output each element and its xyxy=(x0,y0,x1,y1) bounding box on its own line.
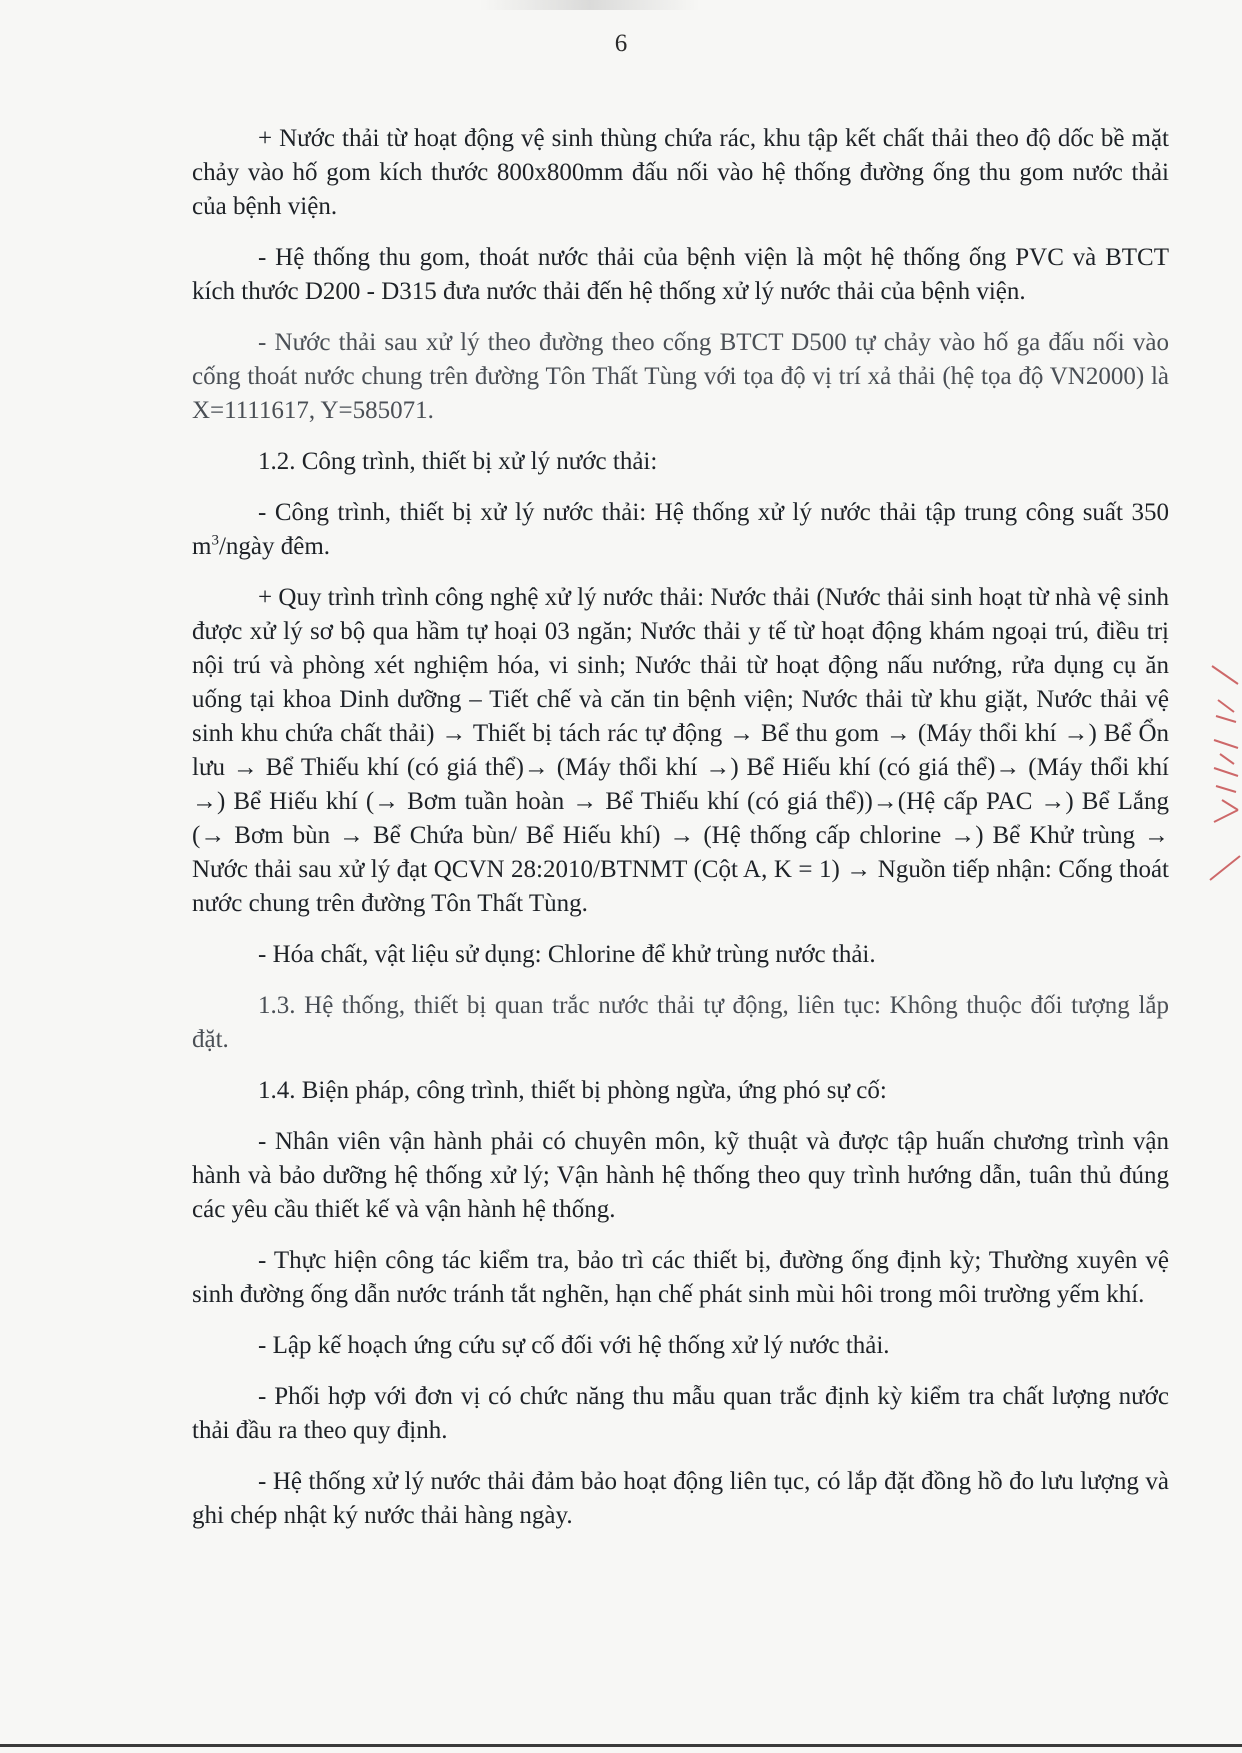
section-heading-1-3: 1.3. Hệ thống, thiết bị quan trắc nước thải tự động, liên tục: Không thuộc đối tượng lắp đặt. xyxy=(192,992,1169,1053)
paragraph-continuous-operation: - Hệ thống xử lý nước thải đảm bảo hoạt động liên tục, có lắp đặt đồng hồ đo lưu lượng và ghi chép nhật ký nước thải hàng ngày. xyxy=(192,1468,1169,1529)
capacity-text: - Công trình, thiết bị xử lý nước thải: Hệ thống xử lý nước thải tập trung công suất 350 m xyxy=(192,499,1169,560)
paragraph-discharge-point: - Nước thải sau xử lý theo đường theo cống BTCT D500 tự chảy vào hố ga đấu nối vào cống thoát nước chung trên đường Tôn Thất Tùng với tọa độ vị trí xả thải (hệ tọa độ VN2000) là X=1111617, Y=585071. xyxy=(192,329,1169,424)
paragraph-sampling-coordination: - Phối hợp với đơn vị có chức năng thu mẫu quan trắc định kỳ kiểm tra chất lượng nước thải đầu ra theo quy định. xyxy=(192,1383,1169,1444)
scan-artifact-top xyxy=(480,0,700,10)
paragraph-process-flow: + Quy trình trình công nghệ xử lý nước thải: Nước thải (Nước thải sinh hoạt từ nhà vệ sinh được xử lý sơ bộ qua hầm tự hoại 03 ngăn; Nước thải y tế từ hoạt động khám ngoại trú, điều trị nội trú và phòng xét nghiệm hóa, vi sinh; Nước thải từ hoạt động nấu nướng, rửa dụng cụ ăn uống tại khoa Dinh dưỡng – Tiết chế và căn tin bệnh viện; Nước thải từ khu giặt, Nước thải vệ sinh khu chứa chất thải) → Thiết bị tách rác tự động → Bể thu gom → (Máy thổi khí →) Bể Ổn lưu → Bể Thiếu khí (có giá thể)→ (Máy thổi khí →) Bể Hiếu khí (có giá thể)→ (Máy thổi khí →) Bể Hiếu khí (→ Bơm tuần hoàn → Bể Thiếu khí (có giá thể))→(Hệ cấp PAC →) Bể Lắng (→ Bơm bùn → Bể Chứa bùn/ Bể Hiếu khí) → (Hệ thống cấp chlorine →) Bể Khử trùng → Nước thải sau xử lý đạt QCVN 28:2010/BTNMT (Cột A, K = 1) → Nguồn tiếp nhận: Cống thoát nước chung trên đường Tôn Thất Tùng. xyxy=(192,584,1169,917)
paragraph-treatment-capacity xyxy=(192,496,1169,564)
section-heading-1-4: 1.4. Biện pháp, công trình, thiết bị phòng ngừa, ứng phó sự cố: xyxy=(258,1077,887,1104)
paragraph-chemicals: - Hóa chất, vật liệu sử dụng: Chlorine để khử trùng nước thải. xyxy=(258,941,876,968)
seal-edge-stamp xyxy=(1208,660,1242,890)
scan-bottom-edge xyxy=(0,1744,1242,1747)
capacity-superscript: 3 xyxy=(211,532,219,549)
paragraph-incident-plan: - Lập kế hoạch ứng cứu sự cố đối với hệ thống xử lý nước thải. xyxy=(258,1332,890,1359)
capacity-unit: /ngày đêm. xyxy=(218,533,331,560)
paragraph-waste-bin-drainage: + Nước thải từ hoạt động vệ sinh thùng chứa rác, khu tập kết chất thải theo độ dốc bề mặt chảy vào hố gom kích thước 800x800mm đấu nối vào hệ thống đường ống thu gom nước thải của bệnh viện. xyxy=(192,125,1169,220)
paragraph-operator-training: - Nhân viên vận hành phải có chuyên môn, kỹ thuật và được tập huấn chương trình vận hành và bảo dưỡng hệ thống xử lý; Vận hành hệ thống theo quy trình hướng dẫn, tuân thủ đúng các yêu cầu thiết kế và vận hành hệ thống. xyxy=(192,1128,1169,1223)
paragraph-maintenance: - Thực hiện công tác kiểm tra, bảo trì các thiết bị, đường ống định kỳ; Thường xuyên vệ sinh đường ống dẫn nước tránh tắt nghẽn, hạn chế phát sinh mùi hôi trong môi trường yếm khí. xyxy=(192,1247,1169,1308)
page-number: 6 xyxy=(614,30,628,57)
document-body xyxy=(192,122,1169,1550)
section-heading-1-2: 1.2. Công trình, thiết bị xử lý nước thải: xyxy=(258,448,658,475)
paragraph-collection-system: - Hệ thống thu gom, thoát nước thải của bệnh viện là một hệ thống ống PVC và BTCT kích thước D200 - D315 đưa nước thải đến hệ thống xử lý nước thải của bệnh viện. xyxy=(192,244,1169,305)
